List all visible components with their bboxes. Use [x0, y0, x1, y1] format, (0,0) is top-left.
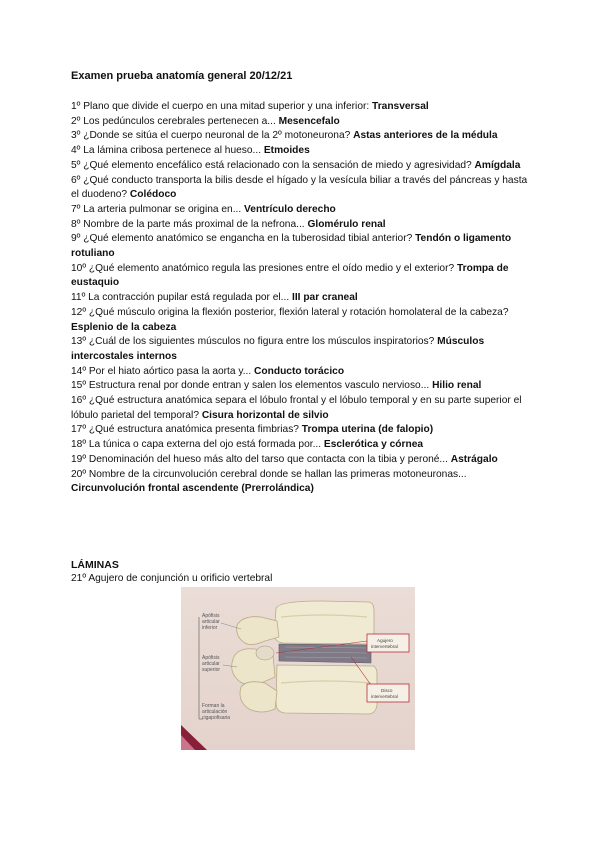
question-item [71, 468, 531, 497]
upper-vertebral-body [274, 601, 374, 644]
answer-text: Cisura horizontal de silvio [201, 409, 329, 421]
question-text: 17º ¿Qué estructura anatómica presenta fimbrias? [71, 424, 302, 436]
intervertebral-foramen [256, 646, 274, 660]
question-text: 8º Nombre de la parte más proximal de la nefrona... [71, 218, 308, 230]
question-item [71, 115, 531, 130]
question-item [71, 379, 531, 394]
question-item [71, 174, 531, 203]
label-box-foramen-2: intervertebral [371, 644, 398, 649]
question-text: 3º ¿Donde se sitúa el cuerpo neuronal de la 2º motoneurona? [71, 130, 354, 142]
answer-text: Astrágalo [450, 453, 498, 465]
question-item [71, 291, 531, 306]
question-text: 19º Denominación del hueso más alto del tarso que contacta con la tibia y peroné... [71, 453, 451, 465]
label-box-disc-2: intervertebral [371, 694, 398, 699]
answer-text: Colédoco [129, 189, 177, 201]
label-box-foramen-1: Agujero [377, 638, 393, 643]
question-item [71, 262, 531, 291]
label-box-foramen [367, 634, 409, 652]
label-box-disc [367, 684, 409, 702]
question-text: 20º Nombre de la circunvolución cerebral donde se hallan las primeras motoneuronas... [71, 468, 467, 480]
question-text: 1º Plano que divide el cuerpo en una mitad superior y una inferior: [71, 101, 373, 112]
question-item [71, 306, 531, 335]
svg-text:superior [202, 667, 220, 673]
vertebra-figure [181, 587, 415, 750]
vertebra-illustration [181, 587, 415, 750]
svg-text:inferior [202, 625, 218, 631]
answer-text: Tendón o ligamento rotuliano [71, 233, 512, 260]
question-item [71, 365, 531, 380]
answer-text: Mesencefalo [278, 115, 340, 127]
question-item [71, 100, 531, 115]
answer-text: Trompa de eustaquio [71, 262, 509, 289]
answer-text: Circunvolución frontal ascendente (Prerrolándica) [71, 483, 314, 495]
answer-text: Músculos intercostales internos [71, 336, 485, 362]
question-item [71, 232, 531, 261]
question-text: 2º Los pedúnculos cerebrales pertenecen a... [71, 115, 279, 127]
question-text: 10º ¿Qué elemento anatómico regula las presiones entre el oído medio y el exterior? [71, 262, 457, 274]
svg-text:intervertebral [371, 644, 398, 649]
svg-text:intervertebral [371, 694, 398, 699]
answer-text: Esclerótica y córnea [323, 439, 424, 451]
answer-text: Glomérulo renal [307, 218, 386, 230]
svg-text:›: › [189, 734, 191, 740]
label-superior-articular-2: articular [202, 661, 220, 667]
answer-text: Ventrículo derecho [244, 203, 336, 215]
upper-articular-process [237, 617, 279, 645]
label-superior-articular-3: superior [202, 667, 221, 673]
answer-text: Conducto torácico [254, 365, 345, 377]
question-text: 6º ¿Qué conducto transporta la bilis desde el hígado y la vesícula biliar a través del páncreas y hasta el duodeno? [71, 174, 528, 201]
question-text: 7º La arteria pulmonar se origina en... [71, 203, 245, 215]
question-item [71, 438, 531, 453]
section-title-laminas: LÁMINAS [71, 559, 119, 571]
question-text: 9º ¿Qué elemento anatómico se engancha en la tuberosidad tibial anterior? [71, 233, 416, 245]
answer-text: Trompa uterina (de falopio) [301, 424, 434, 436]
answer-text: Amígdala [474, 159, 521, 171]
label-inferior-articular-2: articular [202, 619, 220, 625]
question-text: 16º ¿Qué estructura anatómica separa el lóbulo frontal y el lóbulo temporal y en su parte superior el lóbulo parietal del temporal? [71, 395, 522, 421]
answer-text: Transversal [372, 101, 429, 112]
question-text: 15º Estructura renal por donde entran y salen los elementos vasculo nervioso... [71, 380, 433, 392]
question-item [71, 394, 531, 423]
label-box-disc-1: Disco [381, 688, 393, 693]
label-superior-articular-1: Apófisis [202, 655, 220, 661]
label-zygapophyseal-3: cigapofisaria [202, 715, 231, 721]
answer-text: Esplenio de la cabeza [71, 321, 177, 333]
question-item [71, 159, 531, 174]
svg-text:cigapofisaria [202, 715, 230, 721]
question-text: 4º La lámina cribosa pertenece al hueso... [71, 145, 264, 157]
svg-text:Agujero [377, 638, 393, 643]
label-inferior-articular-3: inferior [202, 625, 218, 631]
answer-text: Etmoides [263, 145, 310, 157]
answer-text: Hilio renal [432, 380, 482, 392]
question-item [71, 144, 531, 159]
label-zygapophyseal-2: articulación [202, 709, 228, 715]
answer-text: III par craneal [292, 292, 358, 304]
question-item [71, 423, 531, 438]
label-inferior-articular-1: Apófisis [202, 613, 220, 619]
question-21: 21º Agujero de conjunción u orificio vertebral [71, 573, 273, 584]
question-item [71, 335, 531, 364]
svg-text:Disco [381, 688, 393, 693]
answer-text: Astas anteriores de la médula [353, 130, 498, 142]
question-text: 5º ¿Qué elemento encefálico está relacionado con la sensación de miedo y agresividad? [71, 159, 475, 171]
question-text: 13º ¿Cuál de los siguientes músculos no figura entre los músculos inspiratorios? [71, 336, 438, 348]
question-text: 18º La túnica o capa externa del ojo está formada por... [71, 439, 324, 451]
question-text: 14º Por el hiato aórtico pasa la aorta y... [71, 365, 255, 377]
question-text: 12º ¿Qué músculo origina la flexión posterior, flexión lateral y rotación homolateral de la cabeza? [71, 306, 509, 318]
question-item [71, 203, 531, 218]
question-item [71, 453, 531, 468]
question-list [71, 100, 531, 497]
question-item [71, 218, 531, 233]
question-text: 11º La contracción pupilar está regulada por el... [71, 292, 293, 304]
page-title: Examen prueba anatomía general 20/12/21 [71, 70, 293, 82]
question-item [71, 129, 531, 144]
label-zygapophyseal-1: Forman la [202, 703, 225, 709]
